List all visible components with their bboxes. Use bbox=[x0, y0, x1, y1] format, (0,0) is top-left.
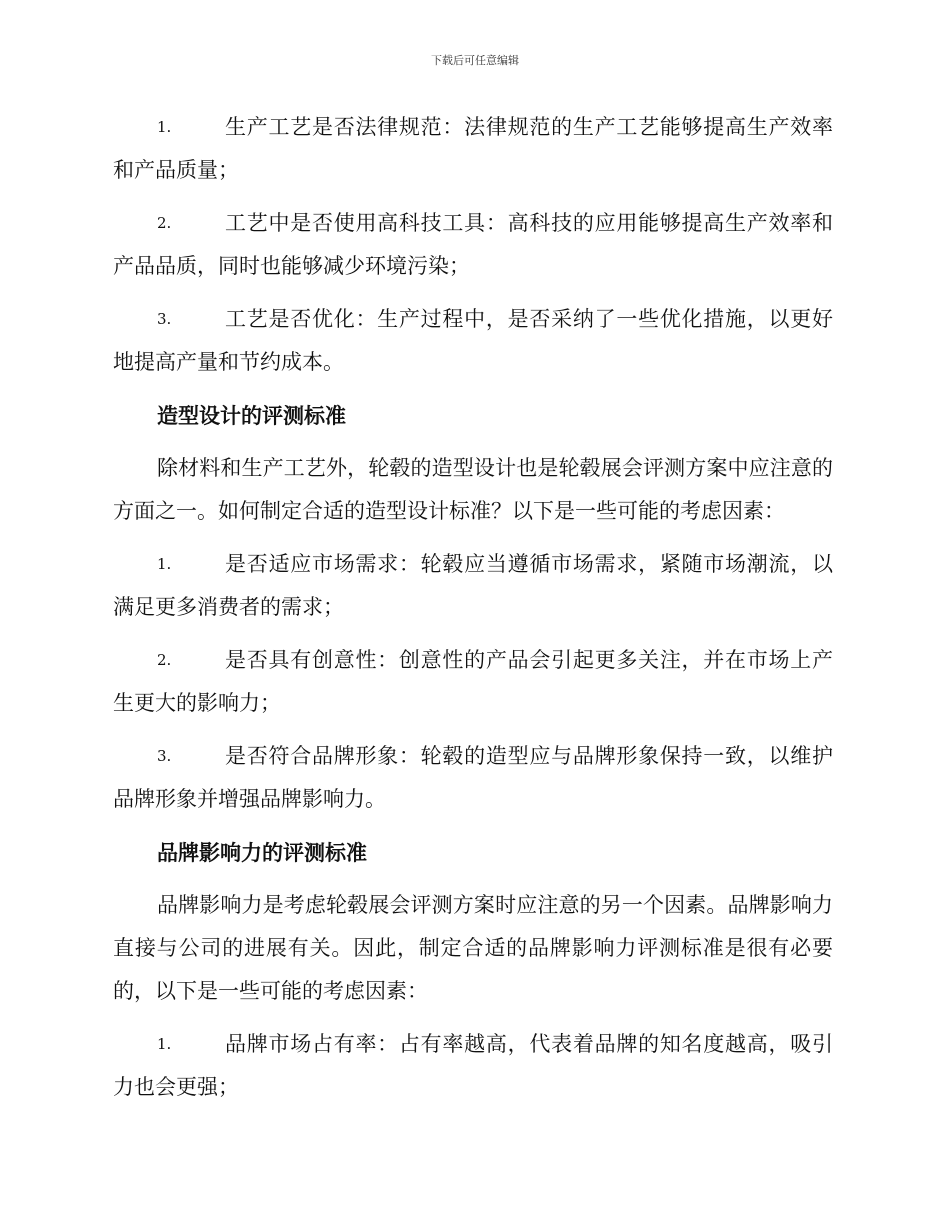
document-body bbox=[113, 106, 833, 1119]
list-item bbox=[113, 735, 833, 821]
list-item bbox=[113, 639, 833, 725]
list-number: 1. bbox=[157, 118, 172, 136]
paragraph: 除材料和生产工艺外，轮毂的造型设计也是轮毂展会评测方案中应注意的方面之一。如何制定合适的造型设计标准？以下是一些可能的考虑因素： bbox=[113, 456, 833, 523]
list-item bbox=[113, 298, 833, 384]
list-item-text: 是否适应市场需求：轮毂应当遵循市场需求，紧随市场潮流，以满足更多消费者的需求； bbox=[113, 552, 833, 619]
list-item-text: 是否具有创意性：创意性的产品会引起更多关注，并在市场上产生更大的影响力； bbox=[113, 648, 833, 715]
list-item bbox=[113, 106, 833, 192]
section-heading-styling: 造型设计的评测标准 bbox=[157, 403, 346, 428]
list-item-text: 生产工艺是否法律规范：法律规范的生产工艺能够提高生产效率和产品质量； bbox=[113, 115, 833, 182]
list-item-text: 工艺是否优化：生产过程中，是否采纳了一些优化措施，以更好地提高产量和节约成本。 bbox=[113, 307, 833, 374]
list-item-text: 品牌市场占有率：占有率越高，代表着品牌的知名度越高，吸引力也会更强； bbox=[113, 1032, 833, 1099]
list-number: 3. bbox=[157, 310, 172, 328]
list-item-text: 工艺中是否使用高科技工具：高科技的应用能够提高生产效率和产品品质，同时也能够减少环境污染； bbox=[113, 211, 833, 278]
list-item bbox=[113, 543, 833, 629]
list-item bbox=[113, 1023, 833, 1109]
list-number: 3. bbox=[157, 747, 172, 765]
list-number: 2. bbox=[157, 651, 172, 669]
list-number: 2. bbox=[157, 214, 172, 232]
paragraph: 品牌影响力是考虑轮毂展会评测方案时应注意的另一个因素。品牌影响力直接与公司的进展有关。因此，制定合适的品牌影响力评测标准是很有必要的，以下是一些可能的考虑因素： bbox=[113, 893, 833, 1003]
section-heading-brand: 品牌影响力的评测标准 bbox=[157, 840, 367, 865]
list-number: 1. bbox=[157, 1035, 172, 1053]
page-header: 下载后可任意编辑 bbox=[431, 54, 519, 67]
list-item-text: 是否符合品牌形象：轮毂的造型应与品牌形象保持一致，以维护品牌形象并增强品牌影响力。 bbox=[113, 744, 833, 811]
list-item bbox=[113, 202, 833, 288]
list-number: 1. bbox=[157, 555, 172, 573]
